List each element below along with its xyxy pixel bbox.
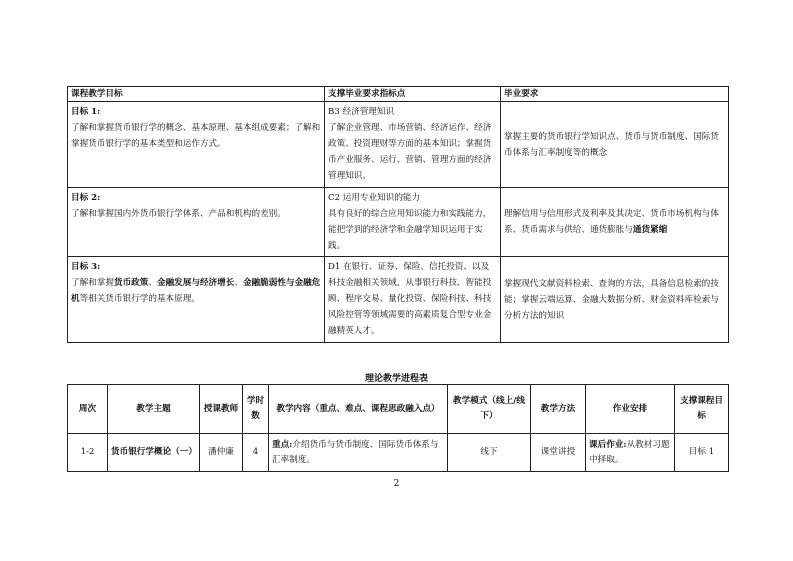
objective-cell — [68, 188, 325, 257]
content-label: 重点: — [272, 439, 293, 450]
content-cell — [269, 434, 448, 472]
indicator-text: 了解企业管理、市场营销、经济运作、经济政策、投资理财等方面的基本知识；掌握货币产业服务、运行、营销、管理方面的经济管理知识。 — [328, 123, 492, 181]
objective-bold-term: 金融脆弱性与金融危机 — [71, 278, 321, 304]
requirement-cell — [501, 188, 729, 257]
header-target: 支撑课程目标 — [675, 385, 729, 434]
requirement-cell: 掌握主要的货币银行学知识点、货币与货币制度、国际货币体系与汇率制度等的概念 — [501, 102, 729, 188]
schedule-header-row — [68, 385, 729, 434]
requirement-bold-term: 通货紧缩 — [632, 225, 668, 235]
header-graduation-requirement: 毕业要求 — [501, 87, 729, 102]
schedule-row — [68, 434, 729, 472]
objective-text-part: 、 — [148, 278, 157, 288]
objective-title: 目标 2: — [71, 193, 101, 203]
objective-text-part: 、 — [234, 278, 243, 288]
indicator-head: C2 运用专业知识的能力 — [328, 193, 421, 203]
homework-label: 课后作业: — [589, 439, 627, 450]
objective-title: 目标 1: — [71, 107, 101, 117]
topic-cell: 货币银行学概论（一） — [108, 434, 200, 472]
objectives-table — [67, 86, 729, 343]
objective-text: 了解和掌握货币银行学的概念、基本原理、基本组成要素；了解和掌握货币银行学的基本类型和运作方式。 — [71, 123, 321, 149]
indicator-text: 具有良好的综合应用知识能力和实践能力，能把学到的经济学和金融学知识运用于实践。 — [328, 209, 492, 251]
schedule-table — [67, 384, 729, 472]
header-homework: 作业安排 — [586, 385, 675, 434]
mode-cell: 线下 — [448, 434, 531, 472]
objective-text-part: 等相关货币银行学的基本原理。 — [79, 294, 200, 304]
header-mode: 教学模式（线上/线下） — [448, 385, 531, 434]
requirement-cell: 掌握现代文献资料检索、查询的方法，具备信息检索的技能；掌握云端运算、金融大数据分析、财金资料库检索与分析方法的知识 — [501, 257, 729, 343]
requirement-text: 理解信用与信用形式及利率及其决定、货币市场机构与体系、货币需求与供给、通货膨胀与 — [504, 209, 719, 235]
week-cell: 1-2 — [68, 434, 108, 472]
objective-row-2 — [68, 188, 729, 257]
header-teacher: 授课教师 — [200, 385, 243, 434]
homework-cell — [586, 434, 675, 472]
header-method: 教学方法 — [531, 385, 586, 434]
header-indicator: 支撑毕业要求指标点 — [325, 87, 501, 102]
objective-row-1 — [68, 102, 729, 188]
objective-row-3 — [68, 257, 729, 343]
objective-text: 了解和掌握国内外货币银行学体系、产品和机构的差别。 — [71, 209, 286, 219]
schedule-title: 理论教学进程表 — [364, 374, 428, 384]
objective-title: 目标 3: — [71, 262, 101, 272]
header-course-objective: 课程教学目标 — [68, 87, 325, 102]
indicator-cell — [325, 102, 501, 188]
teacher-cell: 潘仲廉 — [200, 434, 243, 472]
indicator-cell — [325, 188, 501, 257]
indicator-head: B3 经济管理知识 — [328, 107, 395, 117]
objective-cell — [68, 257, 325, 343]
objective-bold-term: 货币政策 — [113, 278, 149, 288]
homework-text: 从教材习题中择取。 — [589, 439, 670, 465]
objective-text-part: 了解和掌握 — [71, 278, 114, 288]
header-topic: 教学主题 — [108, 385, 200, 434]
header-hours: 学时数 — [243, 385, 269, 434]
objective-bold-term: 金融发展与经济增长 — [156, 278, 235, 288]
header-content: 教学内容（重点、难点、课程思政融入点） — [269, 385, 448, 434]
indicator-cell: D1 在银行、证券、保险、信托投资、以及科技金融相关领域，从事银行科技、智能投顾、程序交易、量化投资、保险科技、科技风险控管等领域需要的高素质复合型专业金融精英人才。 — [325, 257, 501, 343]
method-cell: 课堂讲授 — [531, 434, 586, 472]
target-cell: 目标 1 — [675, 434, 729, 472]
objective-cell — [68, 102, 325, 188]
objectives-header-row — [68, 87, 729, 102]
hours-cell: 4 — [243, 434, 269, 472]
objective-text — [71, 275, 321, 307]
page-number: 2 — [393, 479, 400, 489]
header-week: 周次 — [68, 385, 108, 434]
content-text: 介绍货币与货币制度、国际货币体系与汇率制度。 — [272, 439, 439, 465]
